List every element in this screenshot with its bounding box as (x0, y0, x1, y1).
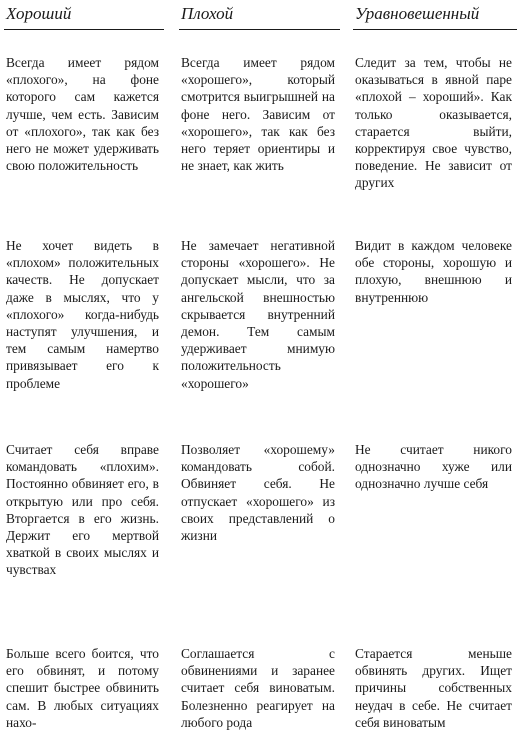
table-cell (355, 54, 512, 192)
column-title-good: Хороший (6, 4, 72, 23)
header-rule (353, 29, 517, 30)
table-cell (6, 645, 159, 735)
header-rule (4, 29, 164, 30)
column-title-bad: Плохой (181, 4, 234, 23)
cell-text: Следит за тем, чтобы не оказываться в явной паре «плохой – хороший». Как только оказывается, старается выйти, корректируя свое чувство, поведение. Не зависит от других (355, 55, 512, 191)
column-title-balanced: Уравновешенный (355, 4, 480, 23)
cell-text: Не замечает негативной стороны «хорошего». Не допускает мысли, что за ангельской внешностью скрывается внутренний демон. Тем самым удерживает мнимую положительность «хорошего» (181, 238, 335, 391)
table-cell (181, 441, 335, 544)
cell-text: Не хочет видеть в «плохом» положительных качеств. Не допускает даже в мыслях, что у «плохого» когда-нибудь наступят улучшения, и тем самым намертво привязывает его к проблеме (6, 238, 159, 391)
cell-text: Видит в каждом человеке обе стороны, хорошую и плохую, внешнюю и внутреннюю (355, 238, 512, 305)
header-rule (179, 29, 340, 30)
cell-text: Всегда имеет рядом «хорошего», который смотрится выигрышней на фоне него. Зависим от «хорошего», так как без него теряет ориентиры и не знает, как жить (181, 55, 335, 174)
table-cell (355, 645, 512, 735)
table-cell (181, 645, 335, 735)
table-cell (6, 237, 159, 392)
table-cell (6, 54, 159, 174)
cell-text: Больше всего боится, что его обвинят, и потому спешит быстрее обвинить сам. В любых ситуациях нахо- (6, 646, 159, 730)
table-cell (6, 441, 159, 579)
cell-text: Соглашается с обвинениями и заранее считает себя виноватым. Болезненно реагирует на любого рода (181, 646, 335, 730)
table-cell (355, 441, 512, 493)
cell-text: Старается меньше обвинять других. Ищет причины собственных неудач в себе. Не считает себя виноватым (355, 646, 512, 730)
cell-text: Считает себя вправе командовать «плохим». Постоянно обвиняет его, в открытую или про себя. Вторгается в его жизнь. Держит его мертвой хваткой в своих мыслях и чувствах (6, 442, 159, 578)
cell-text: Всегда имеет рядом «плохого», на фоне которого сам кажется лучше, чем есть. Зависим от «плохого», так как без него не может удерживать свою положительность (6, 55, 159, 174)
table-cell (181, 237, 335, 392)
cell-text: Не считает никого однозначно хуже или однозначно лучше себя (355, 442, 512, 492)
table-cell (181, 54, 335, 174)
cell-text: Позволяет «хорошему» командовать собой. Обвиняет себя. Не отпускает «хорошего» из своих представлений о жизни (181, 442, 335, 544)
table-header (0, 0, 520, 30)
table-cell (355, 237, 512, 306)
